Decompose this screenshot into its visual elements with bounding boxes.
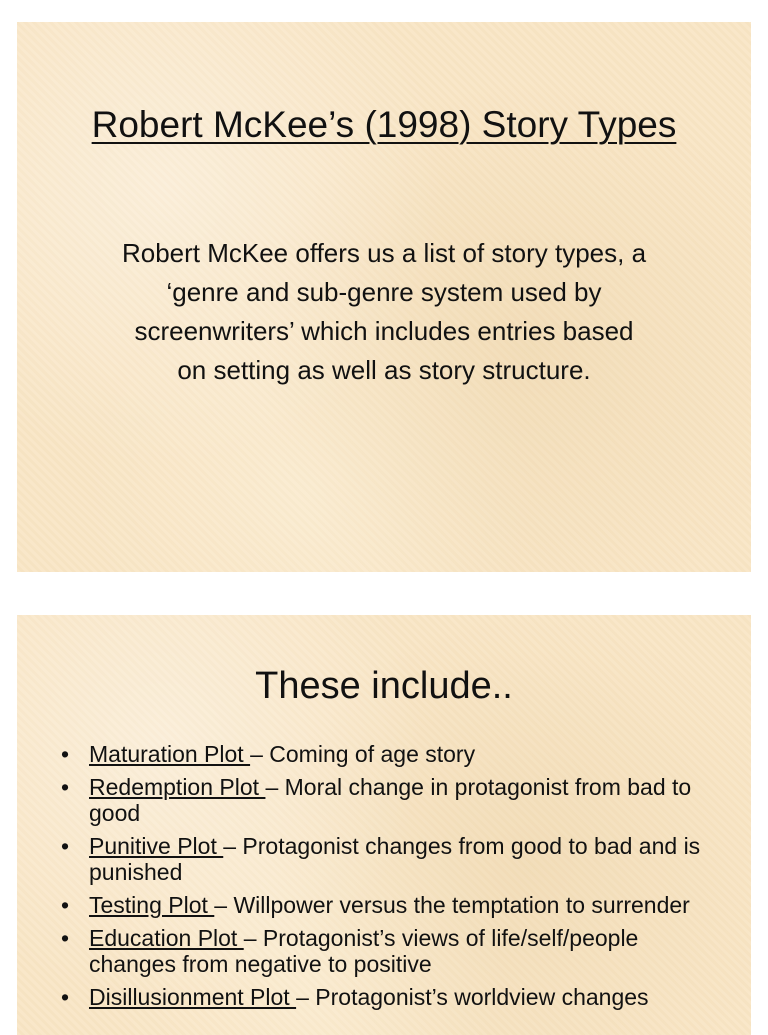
plot-term: Testing Plot xyxy=(89,892,215,918)
slide-1-title xyxy=(17,99,751,151)
plot-term: Redemption Plot xyxy=(89,774,266,800)
bullet-icon: • xyxy=(61,741,70,767)
bullet-icon: • xyxy=(61,892,70,918)
plot-description: – Coming of age story xyxy=(250,741,476,767)
slide-2 xyxy=(17,615,751,1035)
plot-description: – Protagonist’s views of life/self/people changes from negative to positive xyxy=(89,925,639,977)
plot-description: – Protagonist changes from good to bad and is punished xyxy=(89,833,701,885)
story-type-list xyxy=(61,741,721,1017)
list-item xyxy=(61,833,721,885)
plot-term: Maturation Plot xyxy=(89,741,251,767)
plot-term: Education Plot xyxy=(89,925,244,951)
bullet-icon: • xyxy=(61,984,70,1010)
list-item xyxy=(61,984,721,1010)
list-item xyxy=(61,774,721,826)
slide-1-title-text: Robert McKee’s (1998) Story Types xyxy=(91,104,677,145)
bullet-icon: • xyxy=(61,833,70,859)
bullet-icon: • xyxy=(61,774,70,800)
slide-1-body: Robert McKee offers us a list of story types, a ‘genre and sub-genre system used by screenwriters’ which includes entries based on setting as well as story structure. xyxy=(121,238,647,385)
list-item xyxy=(61,741,721,767)
plot-description: – Moral change in protagonist from bad to good xyxy=(89,774,692,826)
list-item xyxy=(61,892,721,918)
slide-2-title: These include.. xyxy=(255,665,513,707)
plot-description: – Protagonist’s worldview changes xyxy=(296,984,649,1010)
plot-term: Disillusionment Plot xyxy=(89,984,297,1010)
list-item xyxy=(61,925,721,977)
plot-description: – Willpower versus the temptation to surrender xyxy=(214,892,690,918)
slide-1 xyxy=(17,22,751,572)
bullet-icon: • xyxy=(61,925,70,951)
plot-term: Punitive Plot xyxy=(89,833,224,859)
